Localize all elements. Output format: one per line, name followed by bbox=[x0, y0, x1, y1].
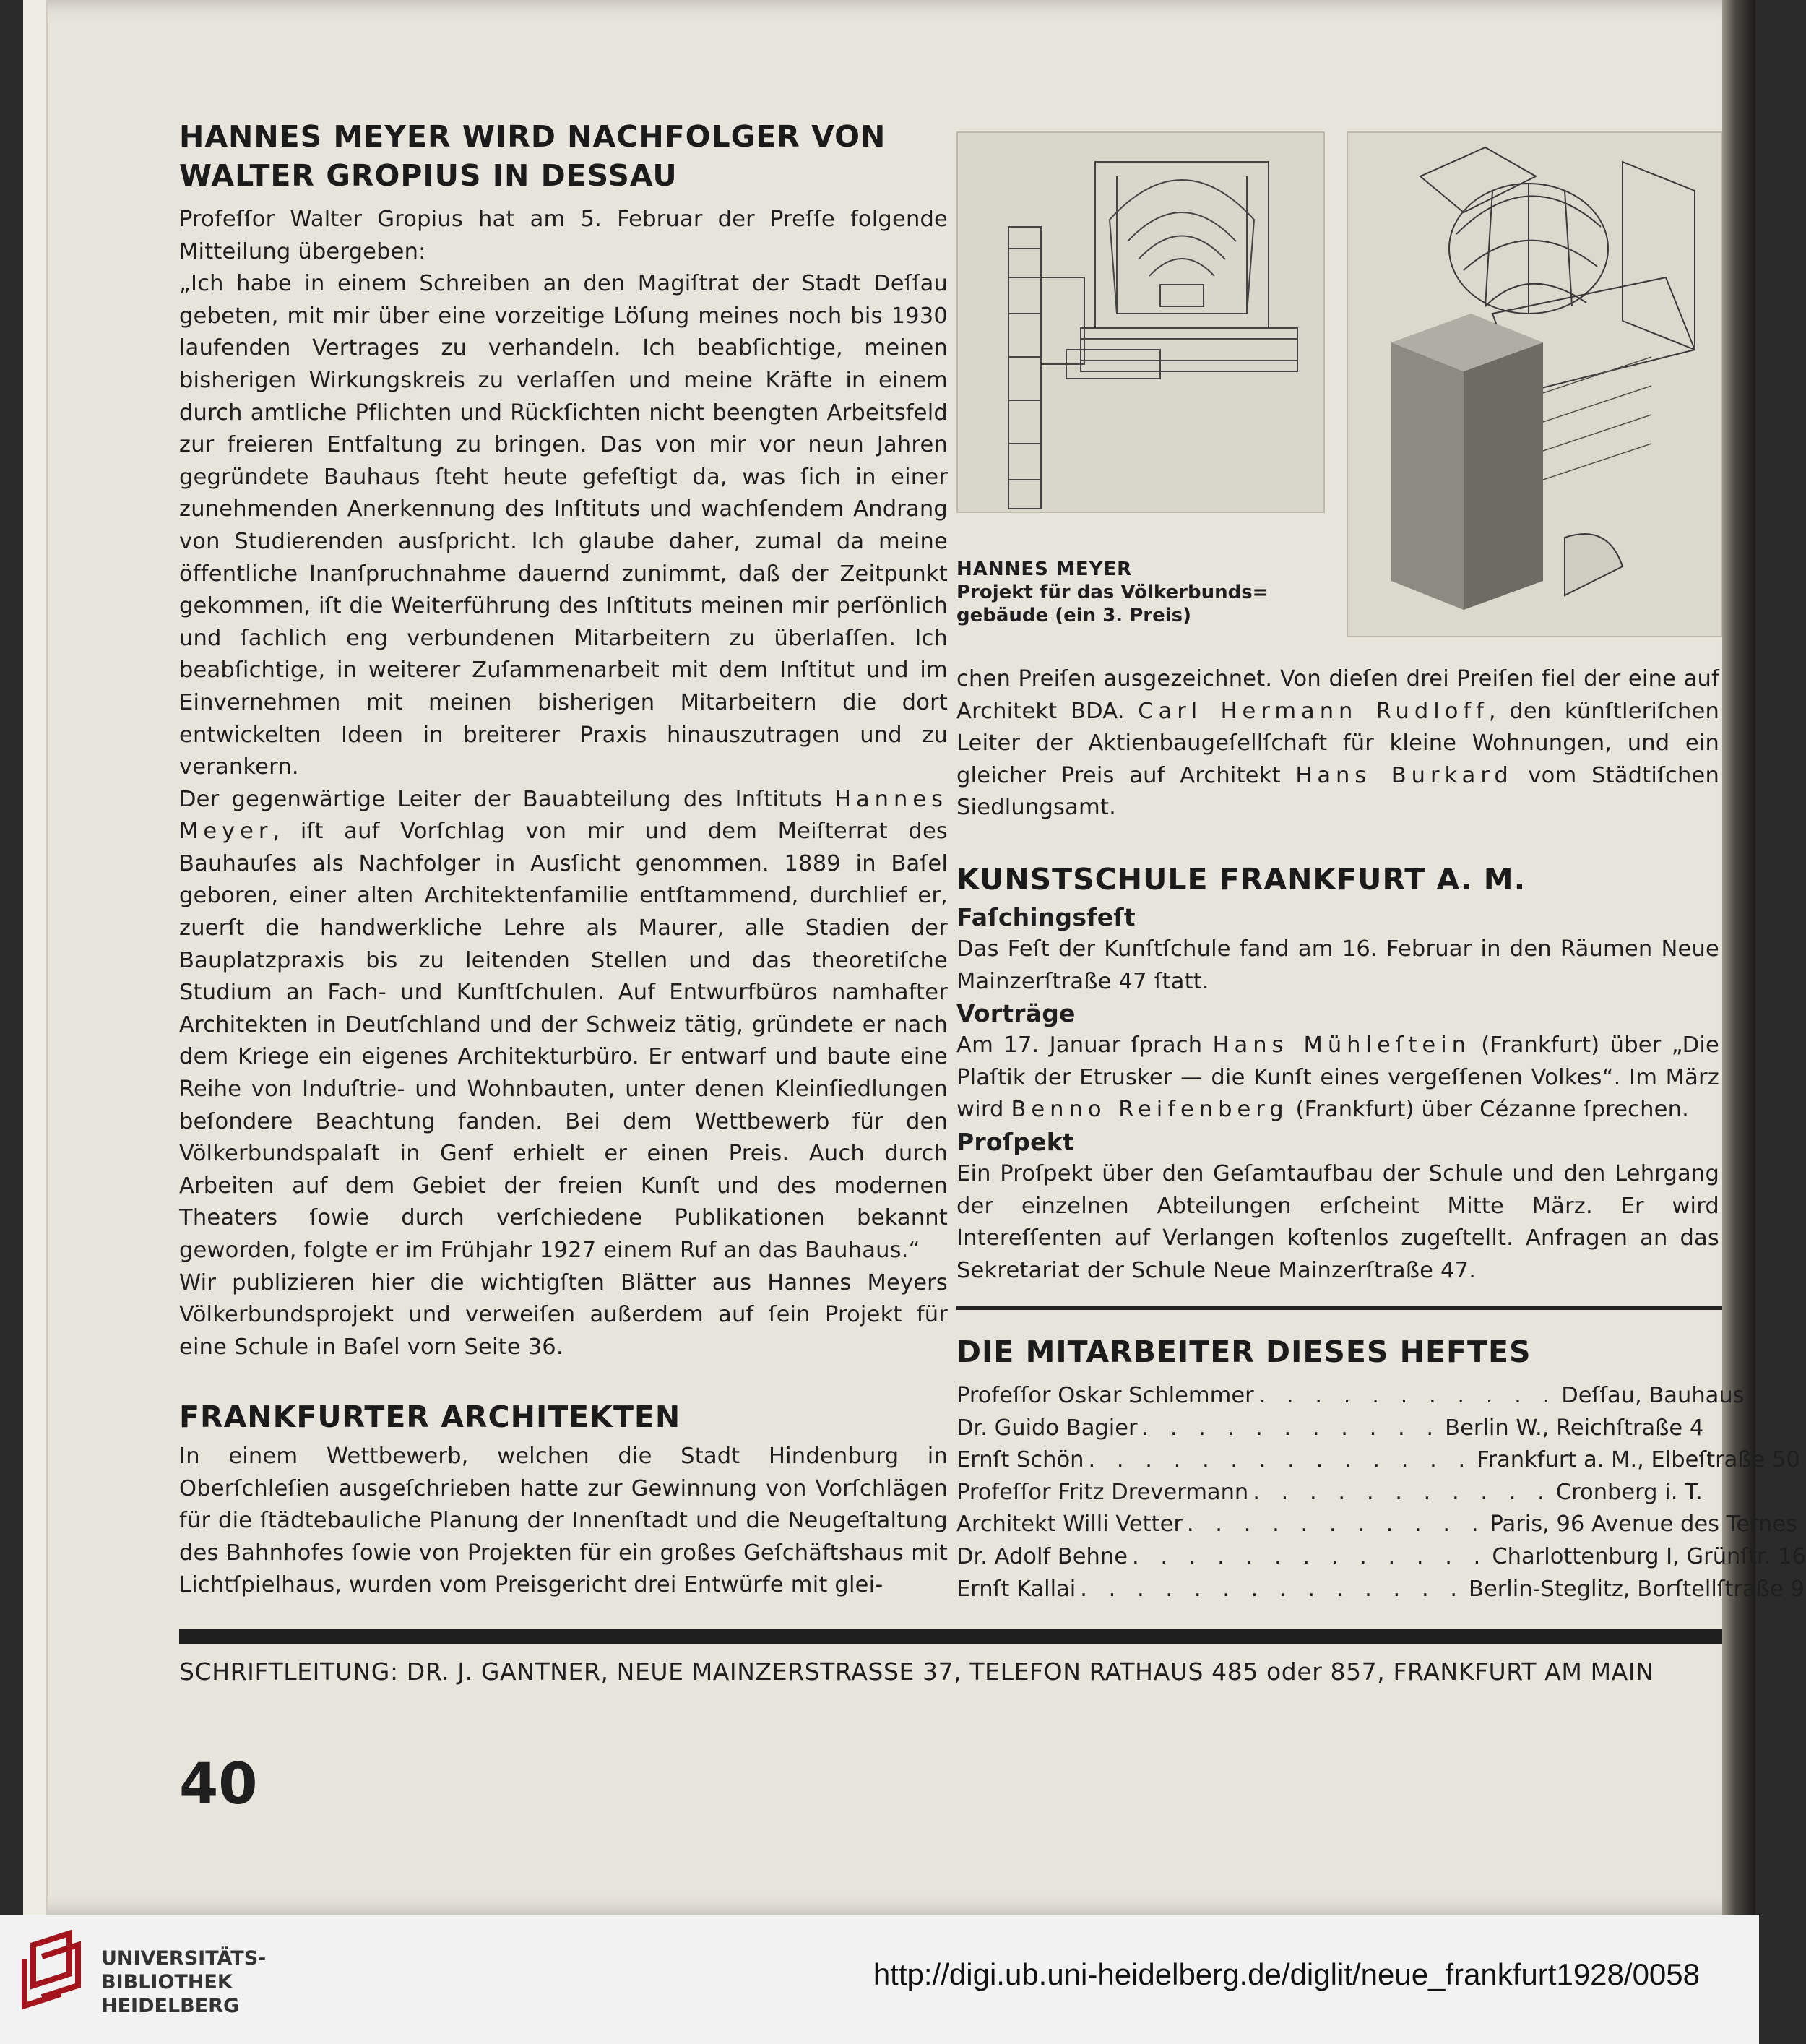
article-paragraph: „Ich habe in einem Schreiben an den Magiſtrat der Stadt Deſſau gebeten, mit mir über eine vorzeitige Löſung meines noch bis 1930 laufenden Vertrages zu verhandeln. Ich beabſichtige, meinen bisherigen Wirkungskreis zu verlaſſen und meine Kräfte in einem durch amtliche Pflichten und Rückſichten nicht beengten Arbeitsfeld zur freieren Entfaltung zu bringen. Das von mir vor neun Jahren gegründete Bauhaus ſteht heute gefeſtigt da, was ſich in einer zunehmenden Anerkennung des Inſtituts und wachſendem Andrang von Studierenden ausſpricht. Ich glaube daher, zumal da meine öffentliche Inanſpruchnahme dauernd zunimmt, daß der Zeitpunkt gekommen, iſt die Weiterführung des Inſtituts meinen mir perſönlich und ſachlich eng verbundenen Mitarbeitern zu überlaſſen. Ich beabſichtige, in weiterer Zuſammenarbeit mit dem Inſtitut und im Einvernehmen mit meinen bisherigen Mitarbeitern die dort entwickelten Ideen in breiterer Praxis hinauszutragen und zu verankern. bbox=[179, 271, 948, 780]
section-divider bbox=[956, 1306, 1722, 1310]
permalink[interactable]: http://digi.ub.uni-heidelberg.de/diglit/neue_frankfurt1928/0058 bbox=[873, 1957, 1700, 1991]
floor-plan-image bbox=[956, 131, 1325, 513]
axonometric-drawing bbox=[1348, 133, 1721, 636]
library-name-line: UNIVERSITÄTS- bbox=[101, 1947, 267, 1970]
footer-rule bbox=[179, 1629, 1722, 1644]
kunstschule-body bbox=[956, 902, 1719, 1287]
title-line-2: WALTER GROPIUS IN DESSAU bbox=[179, 158, 678, 193]
image-caption bbox=[956, 558, 1332, 627]
library-name-line: HEIDELBERG bbox=[101, 1995, 240, 2017]
article-paragraph: In einem Wettbewerb, welchen die Stadt Hindenburg in Oberſchleſien ausgeſchrieben hatte zur Gewinnung von Vorſchlägen für die ſtädtebauliche Planung der Innenſtadt und die Neugeſtaltung des Bahnhofes ſowie von Projekten für ein großes Geſchäftshaus mit Lichtſpielhaus, wurden vom Preisgericht drei Entwürfe mit glei- bbox=[179, 1444, 948, 1598]
article-paragraph: Am 17. Januar ſprach Hans Mühleſtein (Frankfurt) über „Die Plaſtik der Etrusker — die Kunſt eines vergeſſenen Volkes“. Im März wird Benno Reifenberg (Frankfurt) über Cézanne ſprechen. bbox=[956, 1032, 1719, 1123]
caption-line: Projekt für das Völkerbunds= bbox=[956, 582, 1269, 603]
contributor-row: Dr. Guido Bagier . . . . . . . . . . . Berlin W., Reichſtraße 4 bbox=[956, 1415, 1704, 1441]
left-column bbox=[179, 204, 948, 1363]
contributor-list bbox=[956, 1380, 1806, 1605]
contributor-row: Profeſſor Oskar Schlemmer . . . . . . . . . . . Deſſau, Bauhaus bbox=[956, 1383, 1745, 1408]
subheading: Vorträge bbox=[956, 999, 1076, 1028]
page-number: 40 bbox=[179, 1752, 258, 1817]
magazine-page bbox=[23, 0, 1806, 1915]
axonometric-image bbox=[1347, 131, 1722, 637]
subheading: Faſchingsfeſt bbox=[956, 903, 1136, 931]
left-column-bottom bbox=[179, 1441, 948, 1602]
library-logo-icon bbox=[19, 1931, 91, 2011]
library-name bbox=[101, 1946, 266, 2018]
title-line-1: HANNES MEYER WIRD NACHFOLGER VON bbox=[179, 119, 886, 154]
contributor-row: Architekt Willi Vetter . . . . . . . . . . . Paris, 96 Avenue des Ternes bbox=[956, 1512, 1797, 1538]
page-spine bbox=[23, 0, 48, 1915]
contributor-row: Profeſſor Fritz Drevermann . . . . . . . . . . . Cronberg i. T. bbox=[956, 1479, 1703, 1505]
contributor-row: Ernſt Schön . . . . . . . . . . . . . . Frankfurt a. M., Elbeſtraße 50 bbox=[956, 1447, 1800, 1473]
article-paragraph: Das Feſt der Kunſtſchule fand am 16. Februar in den Räumen Neue Mainzerſtraße 47 ſtatt. bbox=[956, 936, 1719, 994]
spaced-name: Benno Reifenberg bbox=[1011, 1097, 1289, 1123]
article-paragraph: Wir publizieren hier die wichtigſten Blätter aus Hannes Meyers Völkerbundsprojekt und verweiſen außerdem auf ſein Projekt für eine Schule in Baſel vorn Seite 36. bbox=[179, 1269, 948, 1360]
section-title-kunstschule: KUNSTSCHULE FRANKFURT A. M. bbox=[956, 862, 1526, 897]
floor-plan-drawing bbox=[958, 133, 1323, 512]
article-paragraph: Ein Proſpekt über den Geſamtaufbau der Schule und den Lehrgang der einzelnen Abteilungen erſcheint Mitte März. Er wird Intereſſenten auf Verlangen koſtenlos zugeſtellt. Anfragen an das Sekretariat der Schule Neue Mainzerſtraße 47. bbox=[956, 1160, 1719, 1283]
library-footer bbox=[0, 1915, 1759, 2044]
spaced-name: Hans Burkard bbox=[1295, 762, 1513, 788]
spaced-name: Hannes Meyer bbox=[179, 786, 948, 845]
caption-line: gebäude (ein 3. Preis) bbox=[956, 605, 1191, 626]
article-paragraph: Profeſſor Walter Gropius hat am 5. Februar der Preſſe folgende Mitteilung übergeben: bbox=[179, 207, 948, 264]
spaced-name: Carl Hermann Rudloff bbox=[1138, 698, 1489, 724]
masthead: SCHRIFTLEITUNG: DR. J. GANTNER, NEUE MAINZERSTRASSE 37, TELEFON RATHAUS 485 oder 857, FRANKFURT AM MAIN bbox=[179, 1657, 1654, 1686]
caption-author: HANNES MEYER bbox=[956, 559, 1133, 580]
article-paragraph: Der gegenwärtige Leiter der Bauabteilung des Inſtituts Hannes Meyer, iſt auf Vorſchlag von mir und dem Meiſterrat des Bauhauſes als Nachfolger in Ausſicht genommen. 1889 in Baſel geboren, einer alten Architektenfamilie entſtammend, durchlief er, zuerſt die handwerkliche Lehre als Maurer, alle Stadien der Bauplatzpraxis bis zu leitenden Stellen und das theoretiſche Studium an Fach- und Kunſtſchulen. Auf Entwurfbüros namhafter Architekten in Deutſchland und der Schweiz tätig, gründete er nach dem Kriege ein eigenes Architekturbüro. Er entwarf und baute eine Reihe von Induſtrie- und Wohnbauten, unter denen Kleinſiedlungen beſondere Beachtung fanden. Bei dem Wettbewerb für den Völkerbundspalaſt in Genf erhielt er einen Preis. Auch durch Arbeiten auf dem Gebiet der freien Kunſt und des modernen Theaters ſowie durch verſchiedene Publikationen bekannt geworden, folgte er im Frühjahr 1927 einem Ruf an das Bauhaus.“ bbox=[179, 786, 948, 1263]
contributor-row: Ernſt Kallai . . . . . . . . . . . . . . Berlin-Steglitz, Borſtellſtraße 9 bbox=[956, 1576, 1805, 1602]
article-title bbox=[179, 117, 974, 195]
book-binding bbox=[1722, 0, 1755, 1915]
section-title-frankfurter: FRANKFURTER ARCHITEKTEN bbox=[179, 1400, 681, 1434]
article-paragraph: chen Preiſen ausgezeichnet. Von dieſen drei Preiſen fiel der eine auf Architekt BDA. Carl Hermann Rudloff, den künſtleriſchen Leiter der Aktienbaugeſellſchaft für kleine Wohnungen, und ein gleicher Preis auf Architekt Hans Burkard vom Städtiſchen Siedlungsamt. bbox=[956, 666, 1720, 821]
subheading: Proſpekt bbox=[956, 1127, 1074, 1156]
spaced-name: Hans Mühleſtein bbox=[1212, 1032, 1471, 1058]
library-name-line: BIBLIOTHEK bbox=[101, 1971, 233, 1993]
contributor-row: Dr. Adolf Behne . . . . . . . . . . . . . Charlottenburg I, Grünſtr. 16 bbox=[956, 1543, 1806, 1569]
section-title-contributors: DIE MITARBEITER DIESES HEFTES bbox=[956, 1334, 1531, 1369]
right-column-top bbox=[956, 663, 1719, 824]
